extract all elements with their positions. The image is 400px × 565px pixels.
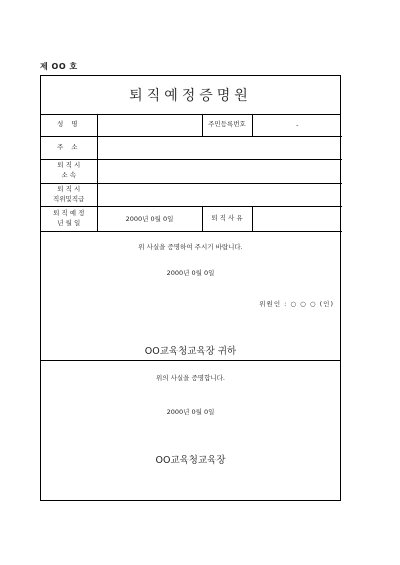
info-table [41, 115, 342, 232]
certification-date: 2000년 0월 0일 [166, 407, 215, 416]
resident-number-label: 주민등록번호 [202, 115, 252, 136]
retirement-date-label-line1: 퇴 직 예 정 [53, 208, 85, 217]
request-section [41, 232, 340, 361]
address-label: 주 소 [41, 136, 97, 159]
retirement-reason-value[interactable] [252, 206, 342, 231]
resident-number-value[interactable]: - [252, 115, 342, 136]
position-label [41, 183, 97, 206]
name-value[interactable] [97, 115, 202, 136]
affiliation-label [41, 159, 97, 183]
certification-section [41, 361, 340, 493]
name-label: 성 명 [41, 115, 97, 136]
retirement-reason-label: 퇴 직 사 유 [202, 206, 252, 231]
applicant-signature: 위원인 : ○ ○ ○ (인) [259, 299, 334, 308]
request-statement: 위 사실을 증명하여 주시기 바랍니다. [138, 242, 243, 251]
position-label-line2: 직위및직급 [53, 194, 85, 203]
retirement-date-label-line2: 년 월 일 [57, 218, 81, 227]
document-title: 퇴직예정증명원 [129, 88, 252, 104]
certificate-form [40, 75, 341, 501]
row-address [41, 136, 342, 159]
document-number: 제 OO 호 [40, 62, 78, 71]
position-value[interactable] [97, 183, 342, 206]
row-affiliation [41, 159, 342, 183]
address-value[interactable] [97, 136, 342, 159]
retirement-date-label [41, 206, 97, 231]
position-label-line1: 퇴 직 시 [57, 184, 81, 193]
row-retirement-date [41, 206, 342, 231]
title-box [41, 76, 340, 115]
row-name [41, 115, 342, 136]
retirement-date-value[interactable]: 2000년 0월 0일 [97, 206, 202, 231]
request-date: 2000년 0월 0일 [166, 268, 215, 277]
affiliation-label-line2: 소 속 [61, 171, 77, 179]
row-position [41, 183, 342, 206]
certification-statement: 위의 사실을 증명합니다. [156, 373, 225, 382]
issuer: OO교육청교육장 [155, 454, 226, 466]
affiliation-value[interactable] [97, 159, 342, 183]
affiliation-label-line1: 퇴 직 시 [57, 161, 81, 170]
addressee: OO교육청교육장 귀하 [144, 345, 237, 357]
